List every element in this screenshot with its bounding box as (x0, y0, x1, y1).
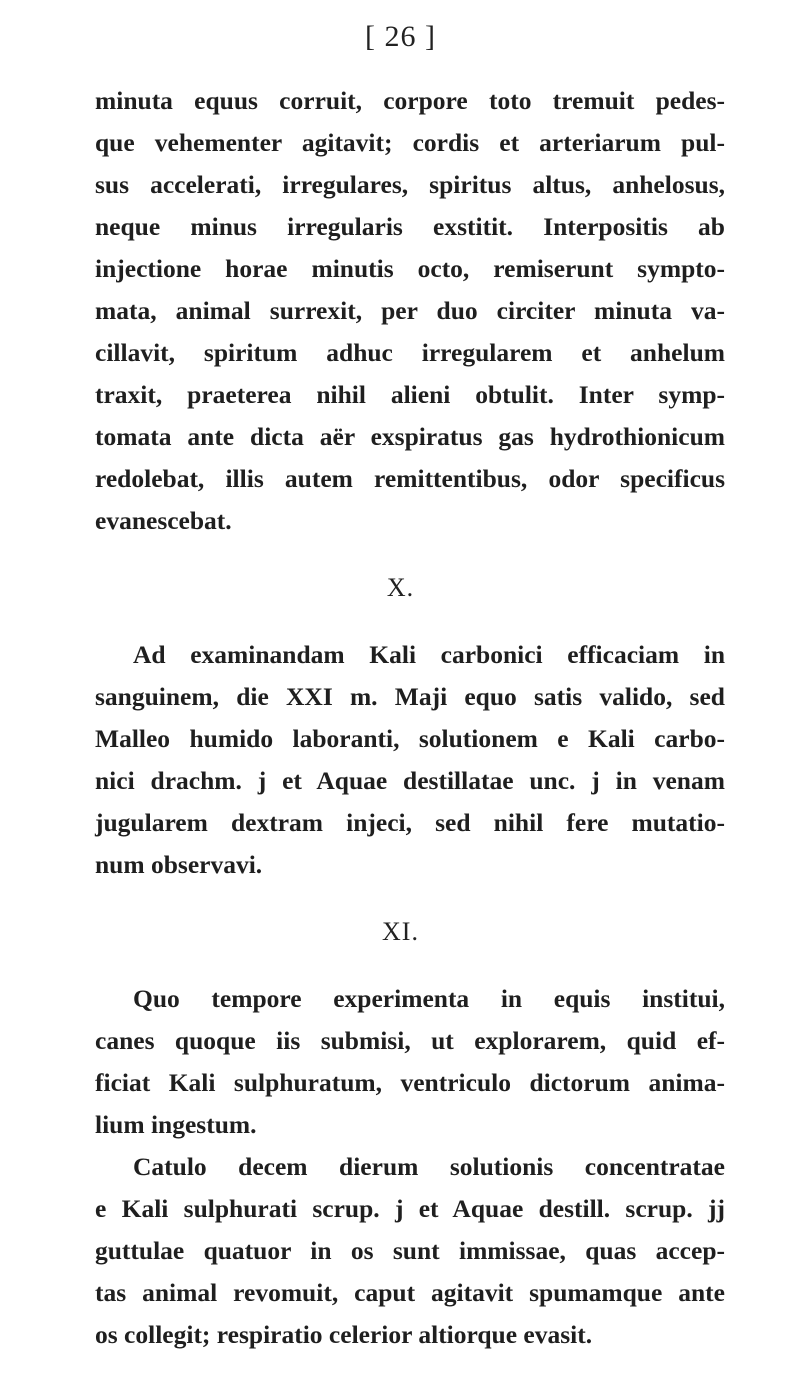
text-line: cillavit, spiritum adhuc irregularem et anhelum (95, 338, 725, 367)
section-heading-x: X. (386, 573, 415, 602)
text-line: num observavi. (95, 850, 263, 879)
text-line: jugularem dextram injeci, sed nihil fere mutatio- (95, 808, 725, 837)
page-number: [ 26 ] (365, 20, 436, 53)
text-line: neque minus irregularis exstitit. Interpositis ab (95, 212, 725, 241)
text-line: os collegit; respiratio celerior altiorque evasit. (95, 1320, 593, 1349)
text-line: Catulo decem dierum solutionis concentratae (133, 1152, 725, 1181)
text-line: nici drachm. j et Aquae destillatae unc. j in venam (95, 766, 725, 795)
text-line: Malleo humido laboranti, solutionem e Kali carbo- (95, 724, 725, 753)
text-line: sus accelerati, irregulares, spiritus altus, anhelosus, (95, 170, 725, 199)
text-line: e Kali sulphurati scrup. j et Aquae destill. scrup. jj (95, 1194, 725, 1223)
text-line: tomata ante dicta aër exspiratus gas hydrothionicum (95, 422, 725, 451)
text-line: lium ingestum. (95, 1110, 257, 1139)
text-line: que vehementer agitavit; cordis et arteriarum pul- (95, 128, 725, 157)
text-line: mata, animal surrexit, per duo circiter minuta va- (95, 296, 725, 325)
text-line: traxit, praeterea nihil alieni obtulit. Inter symp- (95, 380, 725, 409)
text-line: ficiat Kali sulphuratum, ventriculo dictorum anima- (95, 1068, 725, 1097)
text-line: tas animal revomuit, caput agitavit spumamque ante (95, 1278, 725, 1307)
text-line: injectione horae minutis octo, remiserunt sympto- (95, 254, 725, 283)
text-line: evanescebat. (95, 506, 232, 535)
text-line: guttulae quatuor in os sunt immissae, quas accep- (95, 1236, 725, 1265)
text-line: minuta equus corruit, corpore toto tremuit pedes- (95, 86, 725, 115)
text-line: sanguinem, die XXI m. Maji equo satis valido, sed (95, 682, 725, 711)
text-line: redolebat, illis autem remittentibus, odor specificus (95, 464, 725, 493)
section-heading-xi: XI. (382, 917, 419, 946)
text-line: canes quoque iis submisi, ut explorarem, quid ef- (95, 1026, 725, 1055)
text-line: Ad examinandam Kali carbonici efficaciam in (133, 640, 725, 669)
text-line: Quo tempore experimenta in equis institui, (133, 984, 725, 1013)
